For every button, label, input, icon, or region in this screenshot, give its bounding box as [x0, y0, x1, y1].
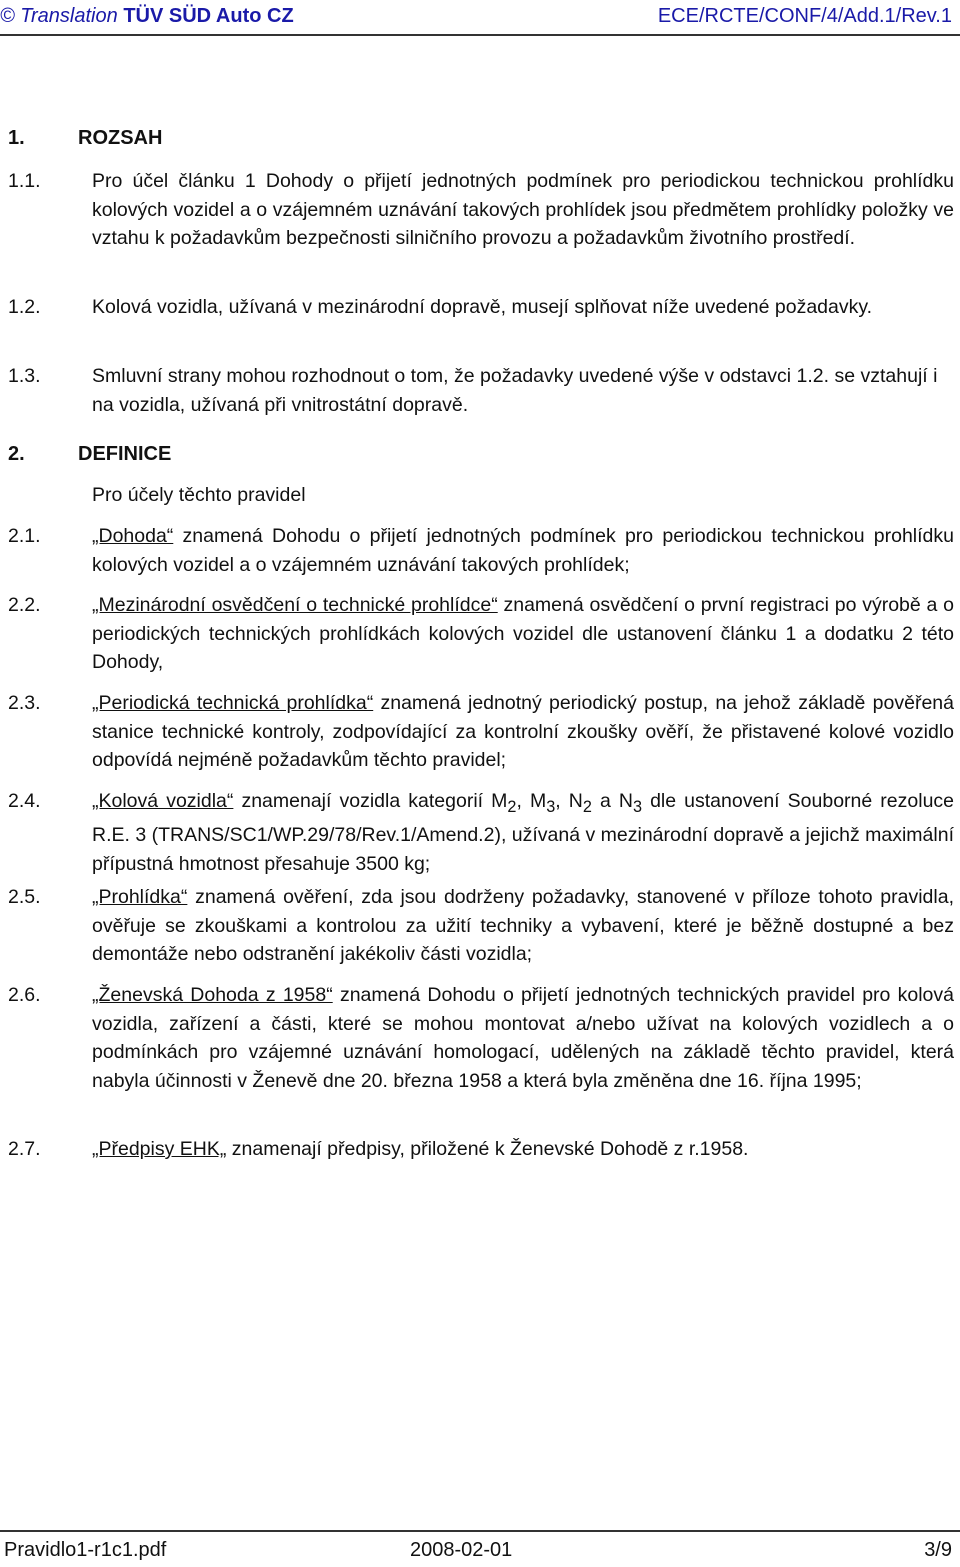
section-title: DEFINICE: [78, 443, 172, 465]
definition-2-7: [8, 1135, 954, 1164]
paragraph-text: Kolová vozidla, užívaná v mezinárodní dopravě, musejí splňovat níže uvedené požadavky.: [92, 296, 873, 318]
paragraph-number: 1.1.: [8, 170, 41, 192]
paragraph-text: Smluvní strany mohou rozhodnout o tom, že požadavky uvedené výše v odstavci 1.2. se vztahují i na vozidla, užívaná při vnitrostátní dopravě.: [92, 365, 938, 416]
section-heading-rozsah: [8, 126, 162, 150]
definition-2-4: [8, 787, 954, 878]
definition-body: znamená osvědčení o první registraci po výrobě a o periodických technických prohlídkách kolových vozidel dle ustanovení článku 1 a dodatku 2 této Dohody,: [92, 594, 954, 673]
section-number: 1.: [8, 127, 25, 149]
definition-text: [92, 1135, 954, 1164]
definition-text: [92, 883, 954, 969]
definition-body-e: dle ustanovení Souborné rezoluce R.E. 3 (TRANS/SC1/WP.29/78/Rev.1/Amend.2), užívaná v mezinárodní dopravě a jejichž maximální přípustná hmotnost přesahuje 3500 kg;: [92, 790, 955, 875]
definition-body-d: a N: [591, 790, 633, 812]
definition-text: [92, 787, 954, 878]
definition-text: [92, 522, 954, 579]
defined-term: „Periodická technická prohlídka“: [92, 692, 374, 714]
paragraph-text: Pro účel článku 1 Dohody o přijetí jednotných podmínek pro periodickou technickou prohlídku kolových vozidel a o vzájemném uznávání takových prohlídek jsou předmětem prohlídky položky ve vztahu k požadavkům bezpečnosti silničního provozu a požadavkům životního prostředí.: [92, 170, 954, 249]
defined-term: „Dohoda“: [92, 525, 174, 547]
paragraph-1-2: [8, 293, 954, 322]
definition-text: [92, 689, 954, 775]
page-footer: [0, 1530, 960, 1567]
definition-body: znamená Dohodu o přijetí jednotných technických pravidel pro kolová vozidla, zařízení a části, které se mohou montovat a/nebo užívat na kolových vozidlech a o podmínkách pro vzájemné uznávání homologací, udělených na základě těchto pravidel, která nabyla účinnosti v Ženevě dne 20. března 1958 a která byla změněna dne 16. října 1995;: [92, 984, 954, 1092]
subscript: 3: [632, 797, 642, 816]
section-title: ROZSAH: [78, 127, 163, 149]
defined-term: „Mezinárodní osvědčení o technické prohlídce“: [92, 594, 498, 616]
definition-2-6: [8, 981, 954, 1095]
definition-2-1: [8, 522, 954, 579]
definitions-intro: [8, 481, 954, 510]
header-left: [0, 0, 294, 32]
paragraph-number: 2.3.: [8, 692, 41, 714]
paragraph-1-3: [8, 362, 954, 419]
definition-2-3: [8, 689, 954, 775]
footer-page-number: 3/9: [924, 1539, 952, 1561]
paragraph-number: 2.4.: [8, 790, 41, 812]
page-header: [0, 0, 960, 36]
section-number: 2.: [8, 443, 25, 465]
paragraph-number: 2.1.: [8, 525, 41, 547]
footer-date: 2008-02-01: [410, 1539, 513, 1561]
intro-text: Pro účely těchto pravidel: [92, 484, 306, 506]
defined-term: „Prohlídka“: [92, 886, 188, 908]
paragraph-1-1: [8, 167, 954, 253]
definition-body: znamená ověření, zda jsou dodrženy požadavky, stanovené v příloze tohoto pravidla, ověřuje se zkouškami a kontrolou za užití techniky a vybavení, které je běžně dostupné a bez demontáže nebo odstranění jakékoliv části vozidla;: [92, 886, 954, 965]
section-heading-definice: [8, 442, 171, 466]
subscript: 3: [546, 797, 556, 816]
copyright-text: © Translation: [0, 5, 118, 27]
paragraph-number: 2.5.: [8, 886, 41, 908]
paragraph-number: 2.7.: [8, 1138, 41, 1160]
footer-filename: Pravidlo1-r1c1.pdf: [4, 1539, 167, 1561]
defined-term: „Předpisy EHK„: [92, 1138, 227, 1160]
paragraph-number: 2.6.: [8, 984, 41, 1006]
definition-body-c: , N: [555, 790, 583, 812]
definition-body-b: , M: [516, 790, 547, 812]
definition-text: [92, 591, 954, 677]
company-name: TÜV SÜD Auto CZ: [123, 5, 294, 27]
paragraph-number: 1.3.: [8, 365, 41, 387]
subscript: 2: [507, 797, 517, 816]
definition-2-5: [8, 883, 954, 969]
definition-2-2: [8, 591, 954, 677]
definition-text: [92, 981, 954, 1095]
definition-body-a: znamenají vozidla kategorií M: [233, 790, 508, 812]
defined-term: „Kolová vozidla“: [92, 790, 234, 812]
definition-body: znamenají předpisy, přiložené k Ženevské Dohodě z r.1958.: [226, 1138, 749, 1160]
definition-body: znamená Dohodu o přijetí jednotných podmínek pro periodickou technickou prohlídku kolových vozidel a o vzájemném uznávání takových prohlídek;: [92, 525, 954, 576]
document-reference: ECE/RCTE/CONF/4/Add.1/Rev.1: [657, 5, 952, 27]
subscript: 2: [582, 797, 592, 816]
defined-term: „Ženevská Dohoda z 1958“: [92, 984, 333, 1006]
paragraph-number: 2.2.: [8, 594, 41, 616]
paragraph-number: 1.2.: [8, 296, 41, 318]
definition-body: znamená jednotný periodický postup, na jehož základě pověřená stanice technické kontroly, zodpovídající za kontrolní zkoušky ověří, že přistavené kolové vozidlo odpovídá nejméně požadavkům těchto pravidel;: [92, 692, 954, 771]
